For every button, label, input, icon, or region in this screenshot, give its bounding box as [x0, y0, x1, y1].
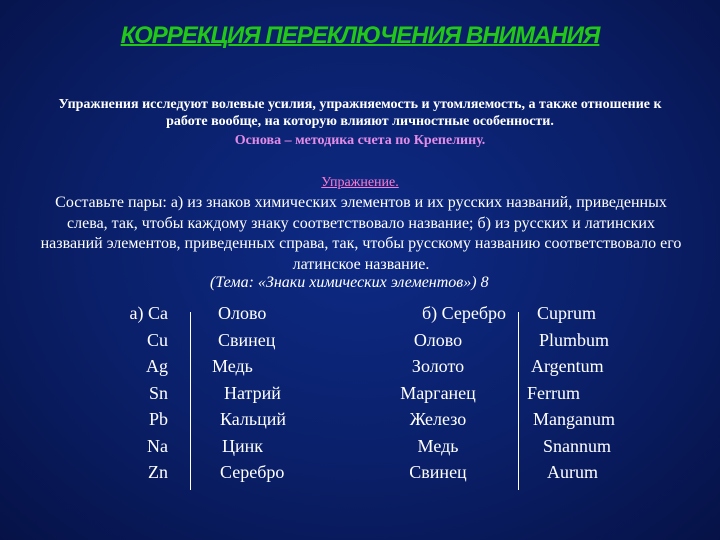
symbol-item: Ag — [146, 356, 168, 376]
exercise-text: Составьте пары: а) из знаков химических элементов и их русских названий, приведенных слева, так, чтобы каждому знаку соответствовало название; б) из русских и латинских названий элементов, приведенных справа, так, чтобы русскому названию соответствовало его латинское название. — [40, 194, 682, 273]
russian-left-item: Медь — [212, 356, 253, 376]
russian-right-item: Железо — [409, 409, 467, 429]
russian-right-item: Свинец — [409, 462, 467, 482]
russian-right-item: Медь — [417, 435, 459, 456]
latin-item: Ferrum — [527, 382, 580, 403]
russian-left-item: Натрий — [224, 382, 281, 403]
basis-text: Основа – методика счета по Крепелину. — [234, 133, 486, 148]
russian-left-item: Олово — [218, 303, 267, 323]
symbol-item: Na — [147, 435, 168, 456]
symbol-item: Pb — [148, 409, 168, 429]
symbols-column — [118, 300, 168, 486]
intro-text: Упражнения исследуют волевые усилия, упражняемость и утомляемость, а также отношение к работе вообще, на которую влияют личностные особенности. — [58, 97, 662, 129]
russian-right-item: Олово — [413, 329, 463, 350]
column-divider-left — [190, 312, 191, 490]
exercise-heading: Упражнение. — [321, 175, 399, 190]
latin-item: Plumbum — [539, 329, 610, 350]
latin-item: Aurum — [547, 462, 598, 482]
russian-left-item: Свинец — [218, 329, 276, 350]
latin-item: Snannum — [543, 435, 612, 456]
latin-item: Cuprum — [537, 303, 597, 323]
russian-left-item: Кальций — [220, 409, 287, 429]
russian-right-column — [370, 300, 506, 486]
symbol-item: Zn — [148, 462, 168, 482]
russian-left-column — [212, 300, 322, 486]
slide-title: КОРРЕКЦИЯ ПЕРЕКЛЮЧЕНИЯ ВНИМАНИЯ — [120, 22, 600, 49]
russian-right-item: Марганец — [400, 382, 476, 403]
latin-item: Argentum — [531, 356, 604, 376]
russian-left-item: Серебро — [220, 462, 285, 482]
theme-text: (Тема: «Знаки химических элементов») 8 — [210, 274, 489, 291]
russian-left-item: Цинк — [222, 435, 264, 456]
latin-item: Manganum — [533, 409, 615, 429]
symbol-item: а) Ca — [129, 303, 168, 323]
symbol-item: Cu — [146, 329, 168, 350]
russian-right-item: Золото — [411, 356, 465, 376]
symbol-item: Sn — [148, 382, 168, 403]
column-divider-right — [518, 312, 519, 490]
russian-right-item: б) Серебро — [421, 303, 506, 323]
latin-column — [525, 300, 635, 486]
